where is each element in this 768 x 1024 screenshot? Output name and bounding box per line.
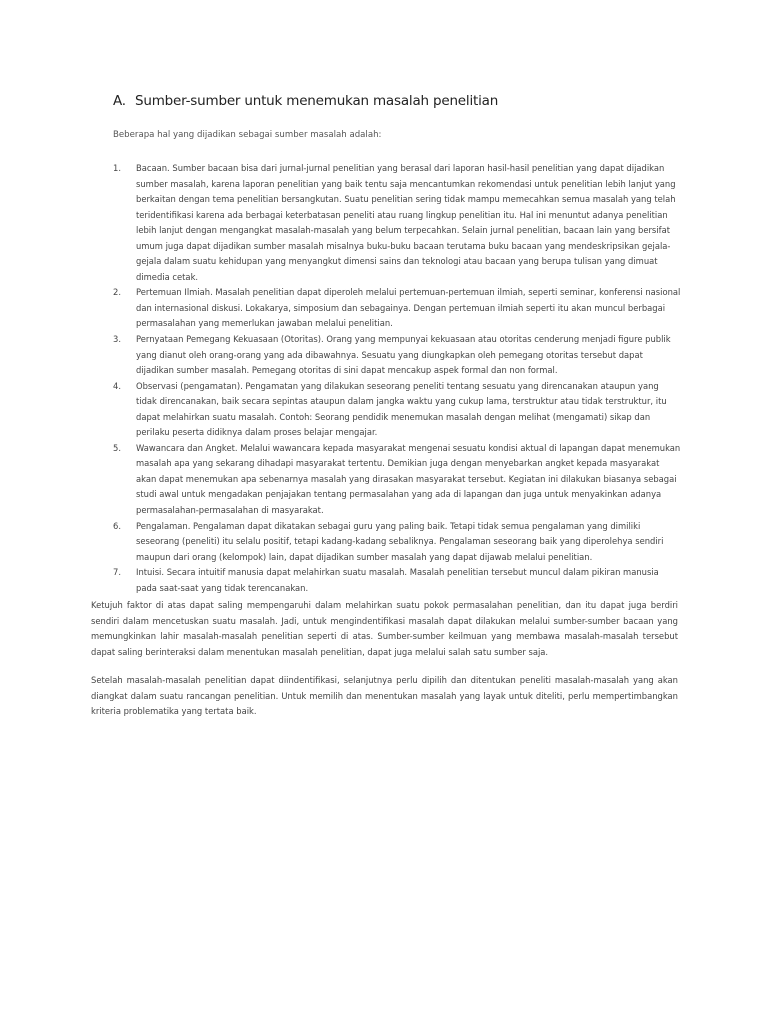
list-number: 5. bbox=[113, 442, 121, 453]
list-number: 4. bbox=[113, 380, 121, 391]
section-title: Sumber-sumber untuk menemukan masalah penelitian bbox=[135, 93, 499, 109]
list-text: Bacaan. Sumber bacaan bisa dari jurnal-jurnal penelitian yang berasal dari laporan hasil-hasil penelitian yang dapat dijadikan sumber masalah, karena laporan penelitian yang baik tentu saja mencantumkan rekomendasi untuk penelitian lebih lanjut yang berkaitan dengan tema penelitian bersangkutan. Suatu penelitian sering tidak mampu memecahkan semua masalah yang telah teridentifikasi karena ada berbagai keterbatasan peneliti atau ruang lingkup penelitian itu. Hal ini menuntut adanya penelitian lebih lanjut dengan mengangkat masalah-masalah yang belum terpecahkan. Selain jurnal penelitian, bacaan lain yang bersifat umum juga dapat dijadikan sumber masalah misalnya buku-buku bacaan terutama buku bacaan yang mendeskripsikan gejala-gejala dalam suatu kehidupan yang menyangkut dimensi sains dan teknologi atau bacaan yang berupa tulisan yang dimuat dimedia cetak. bbox=[136, 163, 676, 282]
list-text: Pengalaman. Pengalaman dapat dikatakan sebagai guru yang paling baik. Tetapi tidak semua pengalaman yang dimiliki seseorang (peneliti) itu selalu positif, tetapi kadang-kadang sebaliknya. Pengalaman seseorang baik yang diperolehya sendiri maupun dari orang (kelompok) lain, dapat dijadikan sumber masalah yang dapat dijawab melalui penelitian. bbox=[136, 520, 664, 562]
intro-text: Beberapa hal yang dijadikan sebagai sumber masalah adalah: bbox=[113, 130, 382, 140]
list-number: 6. bbox=[113, 520, 121, 531]
list-item bbox=[113, 161, 681, 285]
list-text: Wawancara dan Angket. Melalui wawancara kepada masyarakat mengenai sesuatu kondisi aktual di lapangan dapat menemukan masalah apa yang sekarang dihadapi masyarakat tertentu. Demikian juga dengan menyebarkan angket kepada masyarakat akan dapat menemukan apa sebenarnya masalah yang dirasakan masyarakat tersebut. Kegiatan ini dilakukan biasanya sebagai studi awal untuk mengadakan penjajakan tentang permasalahan yang ada di lapangan dan juga untuk menyakinkan adanya permasalahan-permasalahan di masyarakat. bbox=[136, 442, 681, 516]
list-text: Observasi (pengamatan). Pengamatan yang dilakukan seseorang peneliti tentang sesuatu yang direncanakan ataupun yang tidak direncanakan, baik secara sepintas ataupun dalam jangka waktu yang cukup lama, terstruktur atau tidak terstruktur, itu dapat melahirkan suatu masalah. Contoh: Seorang pendidik menemukan masalah dengan melihat (mengamati) sikap dan perilaku peserta didiknya dalam proses belajar mengajar. bbox=[136, 380, 667, 438]
list-item bbox=[113, 441, 681, 519]
list-number: 2. bbox=[113, 287, 121, 298]
list-item bbox=[113, 285, 681, 332]
paragraph-conclusion: Ketujuh faktor di atas dapat saling mempengaruhi dalam melahirkan suatu pokok permasalahan penelitian, dan itu dapat juga berdiri sendiri dalam mencetuskan suatu masalah. Jadi, untuk mengindentifikasi masalah dapat dilakukan melalui sumber-sumber bacaan yang memungkinkan lahir masalah-masalah penelitian seperti di atas. Sumber-sumber keilmuan yang membawa masalah-masalah tersebut dapat saling berinteraksi dalam menentukan masalah penelitian, dapat juga melalui salah satu sumber saja. bbox=[91, 600, 678, 657]
list-text: Pernyataan Pemegang Kekuasaan (Otoritas). Orang yang mempunyai kekuasaan atau otoritas cenderung menjadi figure publik yang dianut oleh orang-orang yang ada dibawahnya. Sesuatu yang diungkapkan oleh pemegang otoritas tersebut dapat dijadikan sumber masalah. Pemegang otoritas di sini dapat mencakup aspek formal dan non formal. bbox=[136, 334, 671, 376]
list-text: Intuisi. Secara intuitif manusia dapat melahirkan suatu masalah. Masalah penelitian tersebut muncul dalam pikiran manusia pada saat-saat yang tidak terencanakan. bbox=[136, 567, 659, 593]
section-letter: A. bbox=[113, 93, 126, 109]
list-item bbox=[113, 332, 681, 379]
list-text: Pertemuan Ilmiah. Masalah penelitian dapat diperoleh melalui pertemuan-pertemuan ilmiah, seperti seminar, konferensi nasional dan internasional diskusi. Lokakarya, simposium dan sebagainya. Dengan pertemuan ilmiah seperti itu akan muncul berbagai permasalahan yang memerlukan jawaban melalui penelitian. bbox=[136, 287, 681, 329]
paragraph-selection: Setelah masalah-masalah penelitian dapat diindentifikasi, selanjutnya perlu dipilih dan ditentukan peneliti masalah-masalah yang akan diangkat dalam suatu rancangan penelitian. Untuk memilih dan menentukan masalah yang layak untuk diteliti, perlu mempertimbangkan kriteria problematika yang tertata baik. bbox=[91, 675, 678, 717]
source-list bbox=[113, 161, 681, 596]
list-number: 7. bbox=[113, 567, 121, 578]
list-item bbox=[113, 519, 681, 566]
list-item bbox=[113, 379, 681, 441]
list-item bbox=[113, 565, 681, 596]
list-number: 1. bbox=[113, 163, 121, 173]
section-heading bbox=[113, 93, 693, 109]
list-number: 3. bbox=[113, 334, 121, 345]
